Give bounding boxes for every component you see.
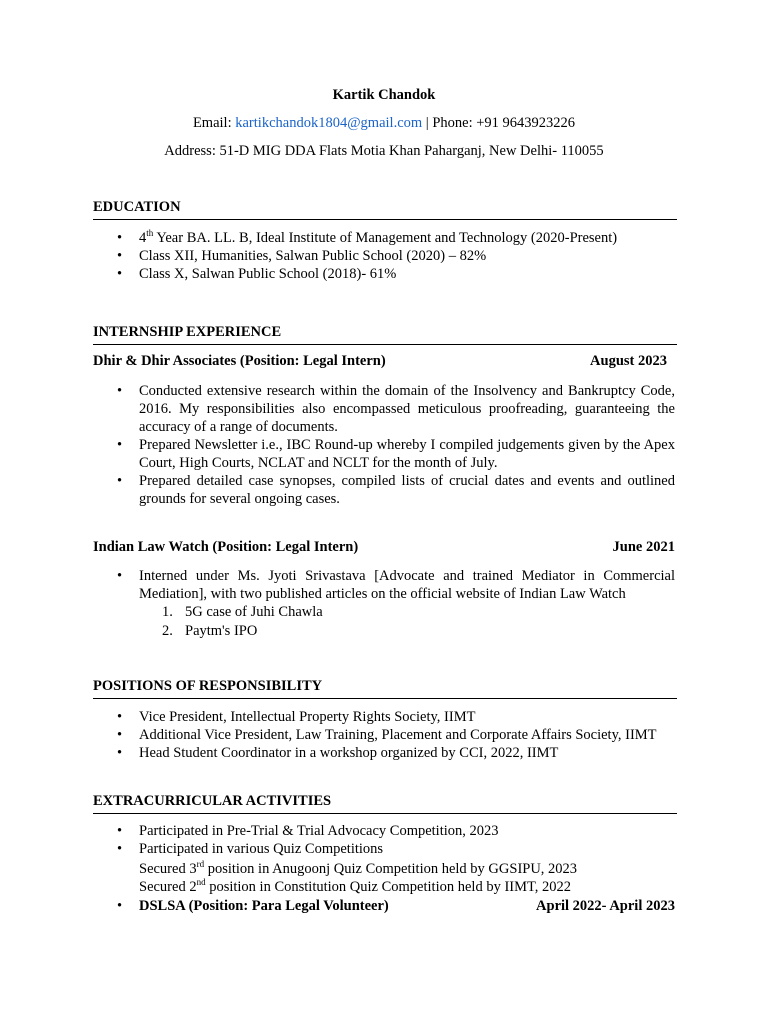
- list-item: • Class X, Salwan Public School (2018)- 61%: [117, 266, 397, 282]
- email-label: Email:: [192, 115, 236, 131]
- address-line: Address: 51-D MIG DDA Flats Motia Khan Paharganj, New Delhi- 110055: [164, 143, 604, 159]
- list-item: • Participated in various Quiz Competitions: [117, 841, 384, 857]
- list-item: 2. Paytm's IPO: [162, 623, 258, 639]
- contact-line: [0, 115, 768, 132]
- bullet-icon: •: [117, 248, 123, 264]
- list-item: • Class XII, Humanities, Salwan Public School (2020) – 82%: [117, 248, 487, 264]
- list-item: • Head Student Coordinator in a workshop organized by CCI, 2022, IIMT: [117, 745, 559, 761]
- dslsa-label: DSLSA (Position: Para Legal Volunteer): [139, 898, 389, 914]
- quiz-result: Secured 3rd position in Anugoonj Quiz Competition held by GGSIPU, 2023: [139, 859, 578, 877]
- bullet-icon: •: [117, 266, 123, 282]
- quiz-result: Secured 2nd position in Constitution Quiz Competition held by IIMT, 2022: [139, 877, 572, 895]
- bullet-icon: •: [117, 437, 123, 453]
- list-item: • Participated in Pre-Trial & Trial Advocacy Competition, 2023: [117, 823, 499, 839]
- list-item: • Additional Vice President, Law Training, Placement and Corporate Affairs Society, IIMT: [117, 727, 657, 743]
- articles-list: [160, 603, 660, 641]
- list-item: • Conducted extensive research within the domain of the Insolvency and Bankruptcy Code, 2016. My responsibilities also encompassed meticulous proofreading, guaranteeing the accuracy of a range of documents.: [117, 383, 675, 435]
- list-item: • Prepared detailed case synopses, compiled lists of crucial dates and events and outlined grounds for several ongoing cases.: [117, 473, 675, 507]
- list-item: • 4th Year BA. LL. B, Ideal Institute of Management and Technology (2020-Present): [117, 228, 618, 246]
- dslsa-date: April 2022- April 2023: [536, 898, 675, 914]
- bullet-icon: •: [117, 727, 123, 743]
- job-header: [93, 353, 675, 370]
- list-item: 1. 5G case of Juhi Chawla: [162, 604, 323, 620]
- phone-text: | Phone: +91 9643923226: [422, 115, 576, 131]
- list-item: • Interned under Ms. Jyoti Srivastava [Advocate and trained Mediator in Commercial Mediation], with two published articles on the official website of Indian Law Watch: [117, 568, 675, 602]
- bullet-icon: •: [117, 383, 123, 399]
- bullet-icon: •: [117, 823, 123, 839]
- positions-list: [117, 708, 675, 762]
- job-date: August 2023: [590, 353, 667, 369]
- bullet-icon: •: [117, 745, 123, 761]
- list-item: • Prepared Newsletter i.e., IBC Round-up whereby I compiled judgements given by the Apex Court, High Courts, NCLAT and NCLT for the month of July.: [117, 437, 675, 471]
- job-org: Dhir & Dhir Associates (Position: Legal Intern): [93, 353, 386, 369]
- extracurricular-list: [117, 822, 675, 858]
- list-item: • Vice President, Intellectual Property Rights Society, IIMT: [117, 709, 476, 725]
- job-org: Indian Law Watch (Position: Legal Intern): [93, 539, 359, 555]
- bullet-icon: •: [117, 473, 123, 489]
- job-date: June 2021: [612, 539, 675, 555]
- education-list: [117, 229, 675, 283]
- job-duties-list: [117, 382, 675, 508]
- bullet-icon: •: [117, 568, 123, 584]
- section-heading-internship: INTERNSHIP EXPERIENCE: [93, 324, 677, 345]
- section-heading-education: EDUCATION: [93, 199, 677, 220]
- bullet-icon: •: [117, 709, 123, 725]
- section-heading-extracurricular: EXTRACURRICULAR ACTIVITIES: [93, 793, 677, 814]
- section-heading-positions: POSITIONS OF RESPONSIBILITY: [93, 678, 677, 699]
- bullet-icon: •: [117, 898, 123, 914]
- job-header: [93, 539, 675, 556]
- job-duties-list: [117, 567, 675, 603]
- bullet-icon: •: [117, 230, 123, 246]
- email-link[interactable]: kartikchandok1804@gmail.com: [235, 115, 423, 131]
- candidate-name: Kartik Chandok: [332, 87, 436, 103]
- bullet-icon: •: [117, 841, 123, 857]
